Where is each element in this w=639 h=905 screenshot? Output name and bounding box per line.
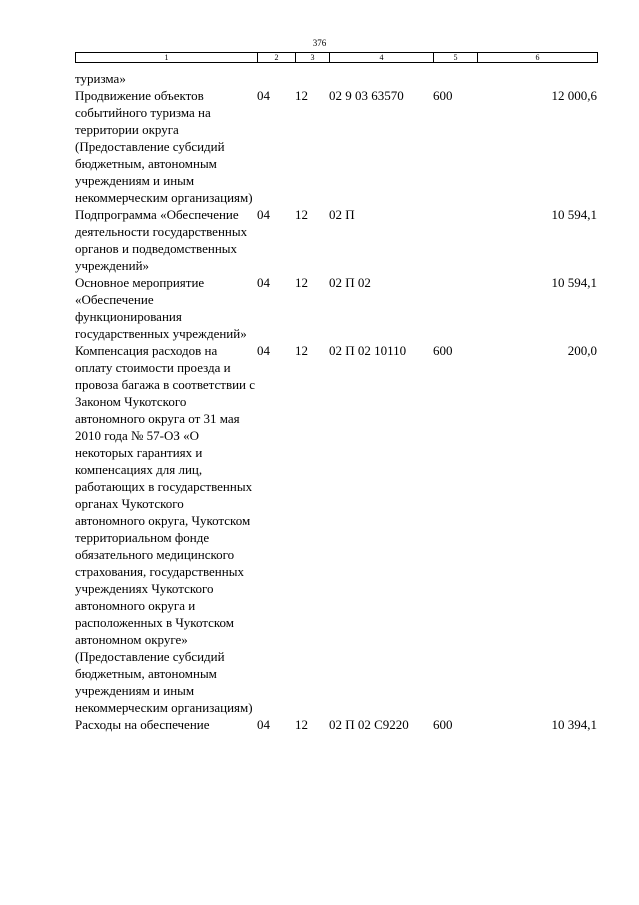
row-name: Подпрограмма «Обеспечение деятельности государственных органов и подведомственных учреждений» (75, 207, 248, 273)
table-row (75, 342, 597, 716)
row-name: Компенсация расходов на оплату стоимости проезда и провоза багажа в соответствии с Законом Чукотского автономного округа от 31 мая 2010 года № 57-ОЗ «О некоторых гарантиях и компенсациях для лиц, работающих в государственных органах Чукотского автономного округа, Чукотском территориальном фонде обязательного медицинского страхования, государственных учреждениях Чукотского автономного округа и расположенных в Чукотском автономном округе» (Предоставление субсидий бюджетным, автономным учреждениям и иным некоммерческим организациям) (75, 343, 256, 715)
column-header-2: 2 (258, 53, 296, 63)
table-row (75, 70, 597, 87)
row-target-code: 02 9 03 63570 (329, 88, 404, 103)
column-header-1: 1 (76, 53, 258, 63)
table-row (75, 87, 597, 206)
table-row (75, 206, 597, 274)
row-target-code: 02 П 02 С9220 (329, 717, 409, 732)
row-section: 04 (257, 343, 270, 358)
row-amount: 200,0 (567, 343, 597, 358)
row-name: Расходы на обеспечение (75, 717, 210, 732)
row-target-code (329, 70, 433, 87)
row-name: туризма» (75, 71, 126, 86)
row-amount (477, 70, 597, 87)
page-number: 376 (312, 38, 327, 48)
row-section: 04 (257, 717, 270, 732)
row-amount: 10 594,1 (551, 207, 597, 222)
row-section: 04 (257, 275, 270, 290)
row-expense-type (433, 70, 477, 87)
column-header-4: 4 (330, 53, 434, 63)
row-section: 04 (257, 88, 270, 103)
row-subsection: 12 (295, 717, 308, 732)
row-name: Продвижение объектов событийного туризма на территории округа (Предоставление субсидий бюджетным, автономным учреждениям и иным некоммерческим организациям) (75, 88, 253, 205)
row-subsection: 12 (295, 207, 308, 222)
row-target-code: 02 П 02 10110 (329, 343, 407, 358)
row-expense-type: 600 (433, 88, 453, 103)
row-amount: 12 000,6 (551, 88, 597, 103)
table-row (75, 274, 597, 342)
row-target-code: 02 П 02 (329, 275, 371, 290)
row-expense-type (433, 274, 477, 342)
row-expense-type: 600 (433, 717, 453, 732)
row-subsection: 12 (295, 275, 308, 290)
row-subsection: 12 (295, 88, 308, 103)
row-section (257, 70, 295, 87)
row-subsection: 12 (295, 343, 308, 358)
row-target-code: 02 П (329, 207, 355, 222)
budget-table (75, 70, 597, 733)
row-amount: 10 394,1 (551, 717, 597, 732)
row-subsection (295, 70, 329, 87)
table-row (75, 716, 597, 733)
column-header-3: 3 (296, 53, 330, 63)
row-expense-type (433, 206, 477, 274)
column-header-table (75, 52, 598, 63)
column-header-row (76, 53, 598, 63)
row-section: 04 (257, 207, 270, 222)
column-header-5: 5 (434, 53, 478, 63)
column-header-6: 6 (478, 53, 598, 63)
row-name: Основное мероприятие «Обеспечение функционирования государственных учреждений» (75, 275, 247, 341)
row-amount: 10 594,1 (551, 275, 597, 290)
row-expense-type: 600 (433, 343, 453, 358)
